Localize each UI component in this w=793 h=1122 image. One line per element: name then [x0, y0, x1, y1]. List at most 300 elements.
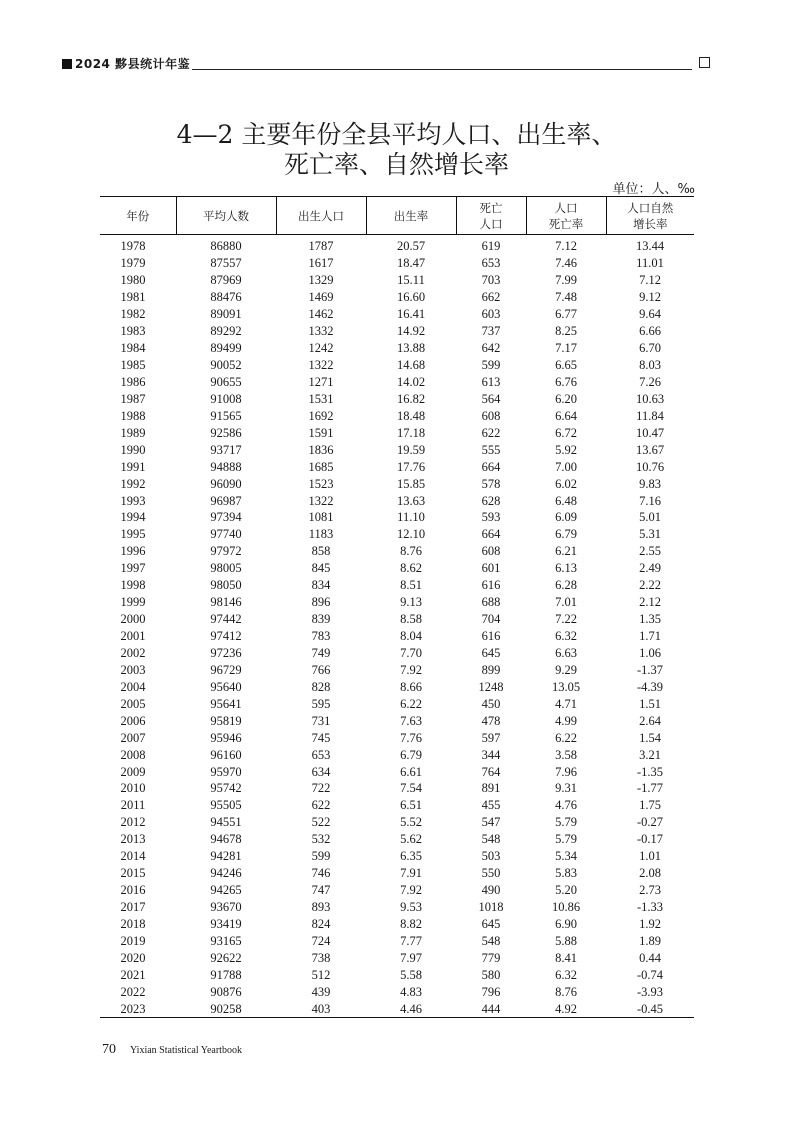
value-cell: 90876: [210, 984, 242, 999]
value-cell: 6.48: [555, 493, 577, 508]
value-cell: 603: [481, 307, 501, 322]
value-cell: 87557: [210, 256, 242, 271]
year-cell: 2012: [120, 815, 146, 830]
value-cell: 688: [481, 595, 501, 610]
value-cell: 95505: [210, 798, 242, 813]
year-cell: 1992: [120, 476, 146, 491]
value-cell: 98050: [210, 578, 242, 593]
value-cell: 7.12: [639, 273, 661, 288]
value-cell: 1183: [308, 527, 334, 542]
value-cell: 7.92: [400, 883, 422, 898]
column-header-text: 人口: [479, 216, 503, 231]
value-cell: 747: [311, 883, 331, 898]
year-cell: 1988: [120, 408, 146, 423]
value-cell: 95819: [210, 713, 242, 728]
column-header: [176, 197, 276, 235]
value-cell: 731: [311, 713, 331, 728]
table-row: [100, 628, 694, 645]
value-cell: 578: [481, 476, 501, 491]
table-row: [100, 255, 694, 272]
table-row: [100, 272, 694, 289]
table-row: [100, 746, 694, 763]
year-cell: 1990: [120, 442, 146, 457]
value-cell: 439: [311, 984, 331, 999]
value-cell: 11.01: [636, 256, 664, 271]
table-row: [100, 695, 694, 712]
value-cell: 89091: [210, 307, 242, 322]
value-cell: 522: [311, 815, 331, 830]
value-cell: 1.89: [639, 933, 661, 948]
table-row: [100, 390, 694, 407]
value-cell: 89292: [210, 324, 242, 339]
year-cell: 2014: [120, 849, 146, 864]
value-cell: 94888: [210, 459, 242, 474]
value-cell: 15.11: [397, 273, 425, 288]
value-cell: 616: [481, 578, 501, 593]
table-header-row: [100, 197, 694, 235]
table-title-line-1: 4—2 主要年份全县平均人口、出生率、: [176, 120, 617, 149]
value-cell: 5.79: [555, 815, 577, 830]
value-cell: 619: [481, 239, 501, 254]
value-cell: 622: [311, 798, 331, 813]
value-cell: 764: [481, 764, 501, 779]
header-rule: [192, 69, 692, 70]
year-cell: 2002: [120, 645, 146, 660]
value-cell: 4.71: [555, 696, 577, 711]
value-cell: 599: [311, 849, 331, 864]
value-cell: 1329: [308, 273, 334, 288]
value-cell: 704: [481, 612, 501, 627]
value-cell: 5.31: [639, 527, 661, 542]
value-cell: 1.54: [639, 730, 661, 745]
value-cell: 92622: [210, 950, 242, 965]
value-cell: 6.76: [555, 374, 577, 389]
value-cell: 1081: [308, 510, 334, 525]
value-cell: 19.59: [396, 442, 426, 457]
year-cell: 1991: [120, 459, 146, 474]
table-row: [100, 235, 694, 255]
table-row: [100, 543, 694, 560]
value-cell: 13.44: [635, 239, 665, 254]
value-cell: 90258: [176, 1000, 276, 1017]
value-cell: 95742: [210, 781, 242, 796]
value-cell: 601: [481, 561, 501, 576]
value-cell: 6.09: [555, 510, 577, 525]
value-cell: 7.76: [400, 730, 422, 745]
value-cell: 645: [481, 916, 501, 931]
value-cell: 12.10: [396, 527, 426, 542]
value-cell: 16.41: [396, 307, 426, 322]
value-cell: 9.64: [639, 307, 661, 322]
value-cell: 1787: [308, 239, 334, 254]
value-cell: 90655: [210, 374, 242, 389]
value-cell: 899: [481, 662, 501, 677]
value-cell: 891: [481, 781, 501, 796]
value-cell: -4.39: [636, 679, 664, 694]
value-cell: 8.58: [400, 612, 422, 627]
value-cell: -3.93: [636, 984, 664, 999]
year-cell: 2017: [120, 900, 146, 915]
table-row: [100, 357, 694, 374]
value-cell: 18.47: [396, 256, 426, 271]
column-header-text: 出生率: [393, 208, 429, 223]
year-cell: 2022: [120, 984, 146, 999]
table-row: [100, 475, 694, 492]
column-header-text: 平均人数: [203, 208, 249, 223]
value-cell: 664: [481, 459, 501, 474]
value-cell: 6.77: [555, 307, 577, 322]
column-header-text: 出生人口: [298, 208, 344, 223]
column-header: [526, 197, 606, 235]
value-cell: 1332: [308, 324, 334, 339]
value-cell: -1.33: [636, 900, 664, 915]
value-cell: 766: [311, 662, 331, 677]
value-cell: 88476: [210, 290, 242, 305]
population-table: [100, 196, 694, 1018]
value-cell: 532: [311, 832, 331, 847]
value-cell: 93165: [210, 933, 242, 948]
value-cell: 6.20: [555, 391, 577, 406]
value-cell: 1248: [478, 679, 504, 694]
value-cell: 724: [311, 933, 331, 948]
value-cell: 11.84: [636, 408, 664, 423]
year-cell: 2005: [120, 696, 146, 711]
table-row: [100, 526, 694, 543]
year-cell: 2006: [120, 713, 146, 728]
value-cell: 95970: [210, 764, 242, 779]
value-cell: 1692: [308, 408, 334, 423]
value-cell: 564: [481, 391, 501, 406]
value-cell: 95640: [210, 679, 242, 694]
value-cell: 593: [481, 510, 501, 525]
table-row: [100, 814, 694, 831]
year-cell: 1994: [120, 510, 146, 525]
value-cell: -1.77: [636, 781, 664, 796]
value-cell: 13.05: [551, 679, 581, 694]
value-cell: 662: [481, 290, 501, 305]
value-cell: -1.35: [636, 764, 664, 779]
value-cell: 597: [481, 730, 501, 745]
value-cell: 8.03: [639, 358, 661, 373]
value-cell: 95641: [210, 696, 242, 711]
value-cell: 93419: [210, 916, 242, 931]
value-cell: 10.63: [635, 391, 665, 406]
value-cell: 96987: [210, 493, 242, 508]
table-row: [100, 831, 694, 848]
value-cell: 6.13: [555, 561, 577, 576]
value-cell: 97412: [210, 629, 242, 644]
year-cell: 1989: [120, 425, 146, 440]
value-cell: 653: [311, 747, 331, 762]
table-row: [100, 899, 694, 916]
value-cell: 91008: [210, 391, 242, 406]
header-box-marker: [699, 57, 710, 68]
value-cell: 6.70: [639, 341, 661, 356]
value-cell: 7.46: [555, 256, 577, 271]
value-cell: 512: [311, 967, 331, 982]
value-cell: 98146: [210, 595, 242, 610]
value-cell: 8.04: [400, 629, 422, 644]
year-cell: 2013: [120, 832, 146, 847]
value-cell: 0.44: [639, 950, 661, 965]
table-row: [100, 560, 694, 577]
value-cell: 622: [481, 425, 501, 440]
value-cell: 7.77: [400, 933, 422, 948]
value-cell: -0.74: [636, 967, 664, 982]
table-row: [100, 661, 694, 678]
value-cell: 17.76: [396, 459, 426, 474]
value-cell: 86880: [210, 239, 242, 254]
table-row: [100, 289, 694, 306]
value-cell: 5.01: [639, 510, 661, 525]
year-cell: 1986: [120, 374, 146, 389]
value-cell: 628: [481, 493, 501, 508]
value-cell: 11.10: [397, 510, 425, 525]
value-cell: 1462: [308, 307, 334, 322]
value-cell: 555: [481, 442, 501, 457]
year-cell: 1995: [120, 527, 146, 542]
year-cell: 1985: [120, 358, 146, 373]
value-cell: 4.83: [400, 984, 422, 999]
value-cell: 90052: [210, 358, 242, 373]
value-cell: 7.17: [555, 341, 577, 356]
table-body: [100, 235, 694, 1018]
value-cell: 1242: [308, 341, 334, 356]
value-cell: 4.92: [526, 1000, 606, 1017]
year-cell: 2019: [120, 933, 146, 948]
value-cell: 403: [276, 1000, 366, 1017]
value-cell: 91565: [210, 408, 242, 423]
table-row: [100, 949, 694, 966]
value-cell: -0.45: [606, 1000, 694, 1017]
year-cell: 2007: [120, 730, 146, 745]
table-row: [100, 712, 694, 729]
value-cell: 95946: [210, 730, 242, 745]
value-cell: 97740: [210, 527, 242, 542]
value-cell: 14.92: [396, 324, 426, 339]
value-cell: 9.31: [555, 781, 577, 796]
value-cell: 642: [481, 341, 501, 356]
value-cell: 4.76: [555, 798, 577, 813]
value-cell: 834: [311, 578, 331, 593]
value-cell: 97442: [210, 612, 242, 627]
value-cell: 15.85: [396, 476, 426, 491]
value-cell: 8.82: [400, 916, 422, 931]
unit-label: 单位：人、‰: [612, 182, 695, 197]
value-cell: 6.72: [555, 425, 577, 440]
value-cell: -0.17: [636, 832, 664, 847]
value-cell: 5.58: [400, 967, 422, 982]
year-cell: 2003: [120, 662, 146, 677]
value-cell: 9.13: [400, 595, 422, 610]
column-header-text: 死亡率: [548, 216, 584, 231]
column-header: [456, 197, 526, 235]
value-cell: 490: [481, 883, 501, 898]
value-cell: 10.86: [551, 900, 581, 915]
value-cell: 645: [481, 645, 501, 660]
table-row: [100, 848, 694, 865]
value-cell: 6.22: [555, 730, 577, 745]
value-cell: 7.22: [555, 612, 577, 627]
value-cell: 6.22: [400, 696, 422, 711]
value-cell: 1.51: [639, 696, 661, 711]
value-cell: 1591: [308, 425, 334, 440]
value-cell: 548: [481, 933, 501, 948]
value-cell: 91788: [210, 967, 242, 982]
year-cell: 2001: [120, 629, 146, 644]
value-cell: 96160: [210, 747, 242, 762]
value-cell: 9.53: [400, 900, 422, 915]
table-row: [100, 323, 694, 340]
value-cell: 599: [481, 358, 501, 373]
value-cell: 722: [311, 781, 331, 796]
value-cell: 5.52: [400, 815, 422, 830]
value-cell: 450: [481, 696, 501, 711]
value-cell: 1.75: [639, 798, 661, 813]
value-cell: 17.18: [396, 425, 426, 440]
value-cell: 89499: [210, 341, 242, 356]
value-cell: 608: [481, 408, 501, 423]
table-row: [100, 678, 694, 695]
value-cell: 6.66: [639, 324, 661, 339]
year-cell: 1984: [120, 341, 146, 356]
value-cell: 9.29: [555, 662, 577, 677]
table-row: [100, 306, 694, 323]
table-row: [100, 594, 694, 611]
value-cell: 7.01: [555, 595, 577, 610]
value-cell: 828: [311, 679, 331, 694]
year-cell: 1999: [120, 595, 146, 610]
value-cell: 6.02: [555, 476, 577, 491]
value-cell: 896: [311, 595, 331, 610]
value-cell: 20.57: [396, 239, 426, 254]
table-row: [100, 458, 694, 475]
value-cell: 4.46: [366, 1000, 456, 1017]
column-header-text: 人口自然: [627, 200, 674, 215]
value-cell: 97394: [210, 510, 242, 525]
table-row: [100, 441, 694, 458]
publication-name: Yixian Statistical Yeartbook: [130, 1045, 242, 1056]
page-footer: [102, 1040, 242, 1058]
value-cell: 2.64: [639, 713, 661, 728]
value-cell: 3.58: [555, 747, 577, 762]
value-cell: 1.92: [639, 916, 661, 931]
value-cell: 824: [311, 916, 331, 931]
value-cell: 87969: [210, 273, 242, 288]
value-cell: 3.21: [639, 747, 661, 762]
value-cell: 1.01: [639, 849, 661, 864]
value-cell: 5.92: [555, 442, 577, 457]
table-row: [100, 983, 694, 1000]
value-cell: 746: [311, 866, 331, 881]
value-cell: 1685: [308, 459, 334, 474]
year-cell: 2016: [120, 883, 146, 898]
value-cell: 1271: [308, 374, 334, 389]
value-cell: 6.90: [555, 916, 577, 931]
value-cell: 1469: [308, 290, 334, 305]
column-header: [276, 197, 366, 235]
value-cell: 6.32: [555, 629, 577, 644]
value-cell: 613: [481, 374, 501, 389]
value-cell: 616: [481, 629, 501, 644]
value-cell: 2.55: [639, 544, 661, 559]
value-cell: 16.82: [396, 391, 426, 406]
year-cell: 1982: [120, 307, 146, 322]
value-cell: 478: [481, 713, 501, 728]
value-cell: 839: [311, 612, 331, 627]
table-row: [100, 729, 694, 746]
value-cell: 1322: [308, 358, 334, 373]
value-cell: 6.21: [555, 544, 577, 559]
year-cell: 1983: [120, 324, 146, 339]
year-cell: 1979: [120, 256, 146, 271]
value-cell: 4.99: [555, 713, 577, 728]
value-cell: 6.32: [555, 967, 577, 982]
value-cell: 6.65: [555, 358, 577, 373]
year-cell: 2011: [120, 798, 146, 813]
value-cell: 1531: [308, 391, 334, 406]
value-cell: 8.51: [400, 578, 422, 593]
value-cell: 1.71: [639, 629, 661, 644]
value-cell: 8.76: [555, 984, 577, 999]
table-row: [100, 780, 694, 797]
value-cell: 455: [481, 798, 501, 813]
value-cell: 749: [311, 645, 331, 660]
value-cell: 8.25: [555, 324, 577, 339]
value-cell: 6.28: [555, 578, 577, 593]
value-cell: 1617: [308, 256, 334, 271]
value-cell: 845: [311, 561, 331, 576]
value-cell: 7.99: [555, 273, 577, 288]
value-cell: 1.06: [639, 645, 661, 660]
value-cell: 2.73: [639, 883, 661, 898]
value-cell: 6.35: [400, 849, 422, 864]
table-row: [100, 509, 694, 526]
value-cell: 97236: [210, 645, 242, 660]
value-cell: 96729: [210, 662, 242, 677]
table-row: [100, 374, 694, 391]
value-cell: 7.96: [555, 764, 577, 779]
value-cell: 5.34: [555, 849, 577, 864]
table-row: [100, 407, 694, 424]
value-cell: 1322: [308, 493, 334, 508]
value-cell: 7.70: [400, 645, 422, 660]
value-cell: 7.00: [555, 459, 577, 474]
table-row: [100, 1000, 694, 1017]
header-square-marker: [62, 59, 72, 69]
year-cell: 2023: [100, 1000, 176, 1017]
table-row: [100, 865, 694, 882]
year-cell: 2020: [120, 950, 146, 965]
value-cell: 8.66: [400, 679, 422, 694]
value-cell: 14.68: [396, 358, 426, 373]
table-row: [100, 340, 694, 357]
value-cell: 2.49: [639, 561, 661, 576]
value-cell: 6.51: [400, 798, 422, 813]
table-row: [100, 797, 694, 814]
value-cell: 344: [481, 747, 501, 762]
value-cell: 7.26: [639, 374, 661, 389]
value-cell: 783: [311, 629, 331, 644]
value-cell: 5.62: [400, 832, 422, 847]
value-cell: 93717: [210, 442, 242, 457]
value-cell: 97972: [210, 544, 242, 559]
value-cell: 5.83: [555, 866, 577, 881]
value-cell: 737: [481, 324, 501, 339]
value-cell: 6.79: [400, 747, 422, 762]
year-cell: 2004: [120, 679, 146, 694]
value-cell: 5.79: [555, 832, 577, 847]
